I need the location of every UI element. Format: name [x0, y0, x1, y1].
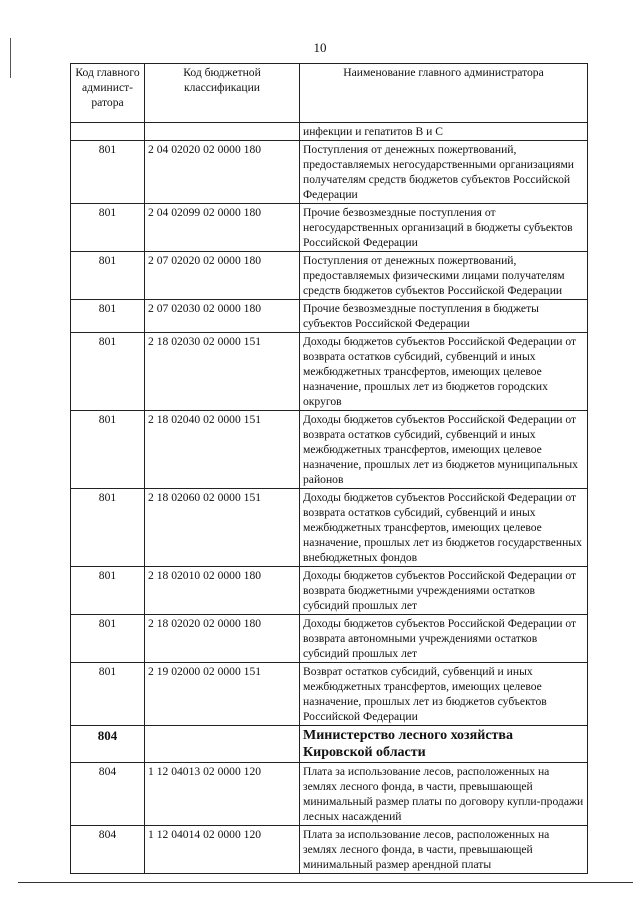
cell-code: 2 07 02020 02 0000 180: [145, 252, 300, 300]
cell-code: 2 18 02040 02 0000 151: [145, 411, 300, 489]
cell-code: 2 04 02099 02 0000 180: [145, 204, 300, 252]
table-row: [71, 763, 588, 826]
administrators-table: [70, 63, 588, 874]
cell-admin: 801: [71, 141, 145, 204]
table-row: [71, 489, 588, 567]
cell-code: 1 12 04014 02 0000 120: [145, 826, 300, 874]
table-row: [71, 567, 588, 615]
page-number: 10: [313, 40, 327, 55]
cell-code: 2 18 02020 02 0000 180: [145, 615, 300, 663]
cell-admin: 801: [71, 333, 145, 411]
cell-code: 2 18 02060 02 0000 151: [145, 489, 300, 567]
cell-admin: 801: [71, 615, 145, 663]
cell-admin: 801: [71, 567, 145, 615]
cell-admin: 801: [71, 489, 145, 567]
cell-name: инфекции и гепатитов В и С: [300, 123, 588, 141]
cell-code: 2 04 02020 02 0000 180: [145, 141, 300, 204]
table-row: [71, 252, 588, 300]
cell-admin: [71, 123, 145, 141]
table-row: [71, 615, 588, 663]
header-name: Наименование главного администратора: [300, 64, 588, 123]
cell-admin: 801: [71, 204, 145, 252]
cell-code: 2 18 02030 02 0000 151: [145, 333, 300, 411]
cell-name: Доходы бюджетов субъектов Российской Федерации от возврата остатков субсидий, субвенций и иных межбюджетных трансфертов, имеющих целевое назначение, прошлых лет из бюджетов государственных внебюджетных фондов: [300, 489, 588, 567]
cell-code: 2 07 02030 02 0000 180: [145, 300, 300, 333]
cell-admin: 804: [71, 763, 145, 826]
header-admin-code: Код главного админист-ратора: [71, 64, 145, 123]
cell-code: 2 19 02000 02 0000 151: [145, 663, 300, 726]
cell-code: 2 18 02010 02 0000 180: [145, 567, 300, 615]
section-header-row: [71, 726, 588, 763]
cell-name: Плата за использование лесов, расположенных на землях лесного фонда, в части, превышающей минимальный размер платы по договору купли-продажи лесных насаждений: [300, 763, 588, 826]
cell-name: Возврат остатков субсидий, субвенций и иных межбюджетных трансфертов, имеющих целевое назначение, прошлых лет из бюджетов субъектов Российской Федерации: [300, 663, 588, 726]
cell-name: Доходы бюджетов субъектов Российской Федерации от возврата остатков субсидий, субвенций и иных межбюджетных трансфертов, имеющих целевое назначение, прошлых лет из бюджетов городских округов: [300, 333, 588, 411]
cell-name: Доходы бюджетов субъектов Российской Федерации от возврата бюджетными учреждениями остатков субсидий прошлых лет: [300, 567, 588, 615]
section-title: Министерство лесного хозяйства Кировской области: [300, 726, 588, 763]
table-row: [71, 333, 588, 411]
section-code-empty: [145, 726, 300, 763]
cell-name: Доходы бюджетов субъектов Российской Федерации от возврата остатков субсидий, субвенций и иных межбюджетных трансфертов, имеющих целевое назначение, прошлых лет из бюджетов муниципальных районов: [300, 411, 588, 489]
table-row: [71, 663, 588, 726]
table-row: [71, 141, 588, 204]
cell-admin: 801: [71, 663, 145, 726]
table-header-row: [71, 64, 588, 123]
section-admin-code: 804: [71, 726, 145, 763]
bottom-rule: [18, 882, 633, 883]
cell-admin: 801: [71, 300, 145, 333]
cell-code: [145, 123, 300, 141]
table-row-continuation: [71, 123, 588, 141]
cell-name: Поступления от денежных пожертвований, предоставляемых негосударственными организациями получателям средств бюджетов субъектов Российской Федерации: [300, 141, 588, 204]
cell-name: Поступления от денежных пожертвований, предоставляемых физическими лицами получателям средств бюджетов субъектов Российской Федерации: [300, 252, 588, 300]
header-budget-code: Код бюджетной классификации: [145, 64, 300, 123]
cell-admin: 801: [71, 411, 145, 489]
cell-name: Прочие безвозмездные поступления в бюджеты субъектов Российской Федерации: [300, 300, 588, 333]
table-row: [71, 411, 588, 489]
cell-name: Доходы бюджетов субъектов Российской Федерации от возврата автономными учреждениями остатков субсидий прошлых лет: [300, 615, 588, 663]
cell-admin: 801: [71, 252, 145, 300]
table-row: [71, 300, 588, 333]
cell-admin: 804: [71, 826, 145, 874]
cell-code: 1 12 04013 02 0000 120: [145, 763, 300, 826]
cell-name: Плата за использование лесов, расположенных на землях лесного фонда, в части, превышающей минимальный размер арендной платы: [300, 826, 588, 874]
table-row: [71, 826, 588, 874]
table-row: [71, 204, 588, 252]
cell-name: Прочие безвозмездные поступления от негосударственных организаций в бюджеты субъектов Российской Федерации: [300, 204, 588, 252]
